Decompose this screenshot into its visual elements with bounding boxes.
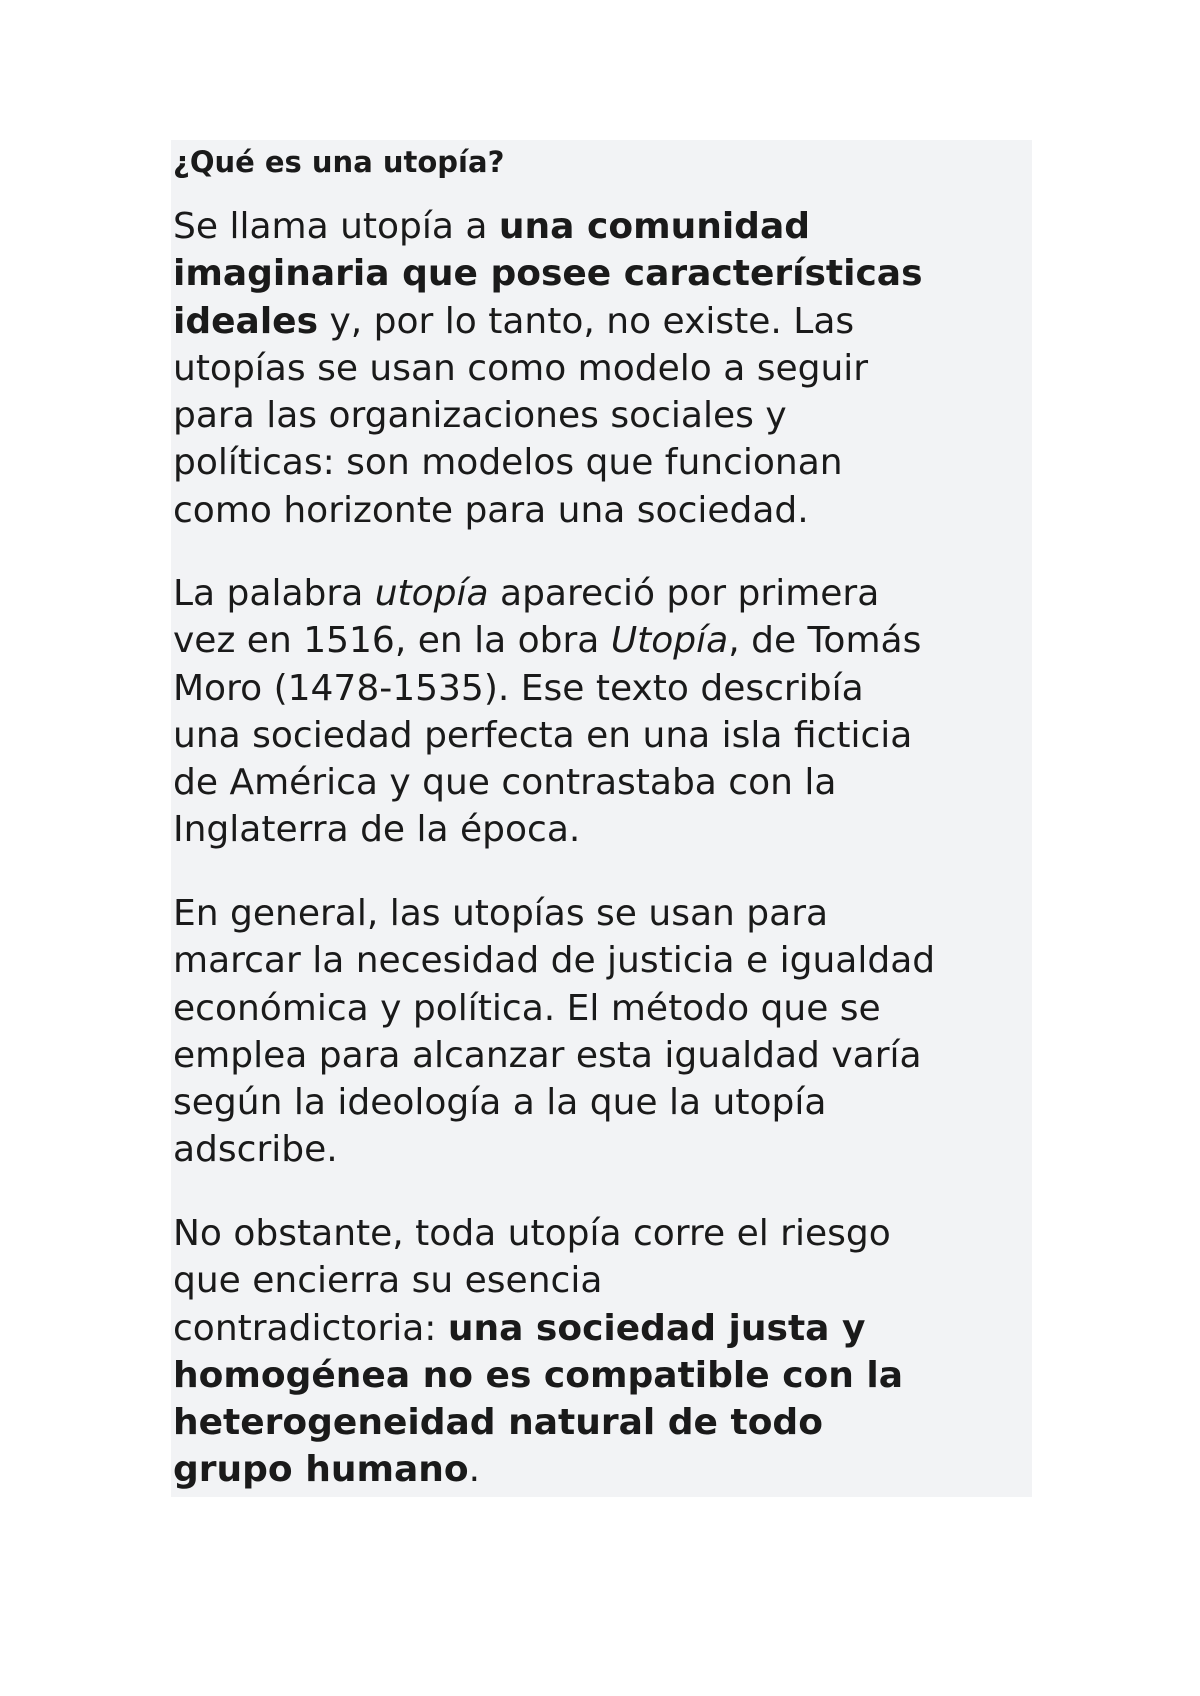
text-run: , de Tomás	[728, 620, 922, 662]
text-line	[173, 1305, 1053, 1352]
text-line: según la ideología a la que la utopía	[173, 1082, 827, 1124]
paragraph-origin	[173, 570, 1053, 854]
text-line: utopías se usan como modelo a seguir	[173, 347, 869, 389]
text-line	[173, 1352, 1053, 1399]
text-run: contradictoria:	[173, 1307, 448, 1349]
text-line	[173, 298, 1053, 345]
text-line	[173, 1399, 1053, 1446]
text-line: que encierra su esencia	[173, 1260, 603, 1302]
text-line: Moro (1478-1535). Ese texto describía	[173, 667, 864, 709]
text-line: No obstante, toda utopía corre el riesgo	[173, 1213, 891, 1254]
italic-text: utopía	[374, 573, 489, 614]
text-line	[173, 203, 1053, 250]
paragraph-risk	[173, 1210, 1053, 1494]
text-line: En general, las utopías se usan para	[173, 893, 829, 934]
bold-text: homogénea no es compatible con la	[173, 1354, 904, 1396]
text-line: de América y que contrastaba con la	[173, 762, 837, 804]
text-run: vez en 1516, en la obra	[173, 620, 611, 662]
bold-text: imaginaria que posee características	[173, 253, 923, 295]
document-heading: ¿Qué es una utopía?	[173, 145, 505, 179]
paragraph-definition	[173, 203, 1053, 534]
text-line	[173, 617, 1053, 664]
text-line: para las organizaciones sociales y	[173, 395, 787, 437]
text-run: Se llama utopía a	[173, 206, 499, 247]
bold-text: grupo humano	[173, 1449, 469, 1491]
bold-text: una sociedad justa y	[447, 1307, 866, 1349]
text-line	[173, 570, 1053, 617]
bold-text: una comunidad	[498, 206, 811, 247]
text-run: apareció por primera	[488, 573, 880, 614]
text-run: La palabra	[173, 573, 375, 614]
text-run: y, por lo tanto, no existe. Las	[318, 300, 855, 342]
text-line: emplea para alcanzar esta igualdad varía	[173, 1034, 922, 1076]
text-line: Inglaterra de la época.	[173, 809, 581, 851]
bold-text: ideales	[173, 300, 319, 342]
text-line: políticas: son modelos que funcionan	[173, 442, 843, 484]
text-line: como horizonte para una sociedad.	[173, 489, 809, 531]
text-line: marcar la necesidad de justicia e igualdad	[173, 940, 936, 982]
text-line: adscribe.	[173, 1129, 338, 1171]
italic-text: Utopía	[610, 620, 729, 662]
text-line: una sociedad perfecta en una isla ficticia	[173, 714, 913, 756]
text-line	[173, 250, 1053, 297]
text-line	[173, 1446, 1053, 1493]
text-run: .	[468, 1449, 481, 1491]
bold-text: heterogeneidad natural de todo	[173, 1402, 823, 1444]
paragraph-usage	[173, 890, 1053, 1174]
text-line: económica y política. El método que se	[173, 987, 881, 1029]
